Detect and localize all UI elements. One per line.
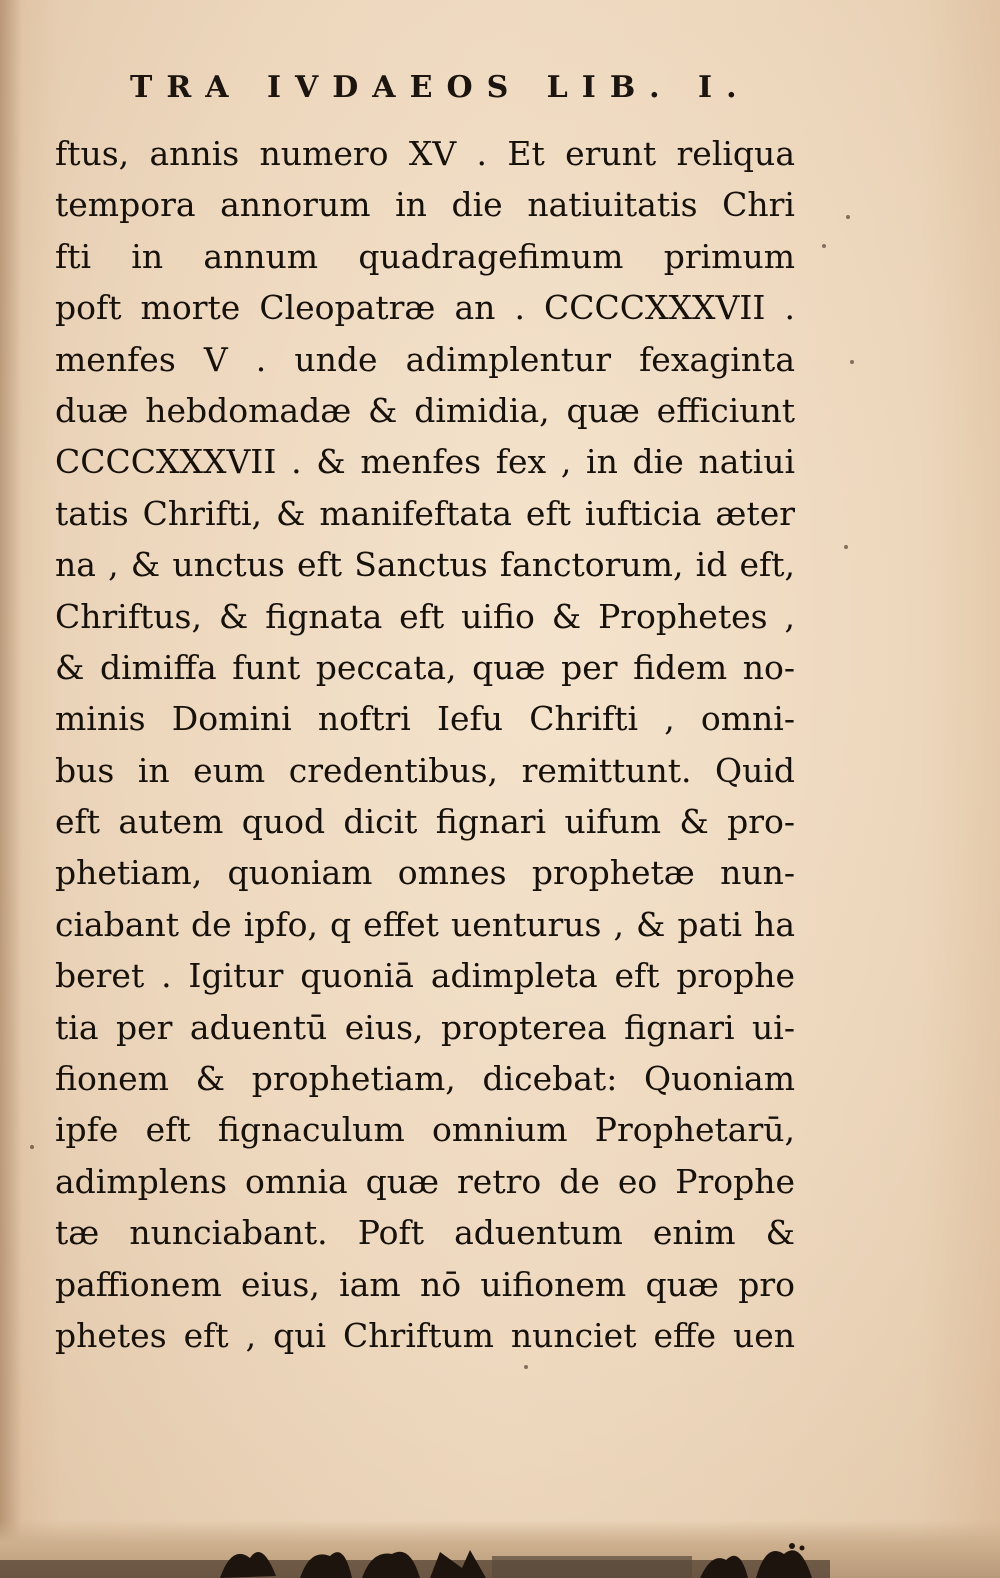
text-line: ftus, annis numero XV . Et erunt reliqua [55, 134, 795, 173]
text-line: phetiam, quoniam omnes prophetæ nun- [55, 853, 795, 893]
paper-speck [822, 244, 826, 248]
text-line: & dimiffa funt peccata, quæ per fidem no- [55, 647, 795, 687]
text-line: adimplens omnia quæ retro de eo Prophe [55, 1161, 795, 1201]
text-line: fionem & prophetiam, dicebat: Quoniam [55, 1059, 795, 1099]
text-line: tia per aduentū eius, propterea fignari ui- [55, 1007, 795, 1047]
text-line: beret . Igitur quoniā adimpleta eft prophe [55, 956, 795, 996]
text-line: minis Domini noftri Iefu Chrifti , omni- [55, 699, 795, 739]
paper-speck [846, 215, 850, 219]
text-line: menfes V . unde adimplentur fexaginta [55, 339, 795, 379]
running-head: TRA IVDAEOS LIB. I. [130, 70, 751, 105]
gutter-shadow [0, 0, 22, 1578]
text-line: tæ nunciabant. Poft aduentum enim & [55, 1213, 795, 1253]
paper-speck [30, 1145, 34, 1149]
text-line: paffionem eius, iam nō uifionem quæ pro [55, 1264, 795, 1304]
fleuron-ornament-icon [0, 1538, 830, 1578]
text-line: na , & unctus eft Sanctus fanctorum, id eft, [55, 545, 795, 585]
paper-speck [844, 545, 848, 549]
text-line: poft morte Cleopatræ an . CCCCXXXVII . [55, 288, 795, 328]
text-line: ipfe eft fignaculum omnium Prophetarū, [55, 1110, 795, 1150]
text-line: bus in eum credentibus, remittunt. Quid [55, 750, 795, 790]
body-text [55, 128, 795, 1361]
text-line: tatis Chrifti, & manifeftata eft iufticia æter [55, 493, 795, 533]
text-line: eft autem quod dicit fignari uifum & pro- [55, 802, 795, 842]
text-line: ciabant de ipfo, q effet uenturus , & pati ha [55, 904, 795, 944]
paper-speck [524, 1365, 528, 1369]
text-line: CCCCXXXVII . & menfes fex , in die natiui [55, 442, 795, 482]
text-line: Chriftus, & fignata eft uifio & Prophetes , [55, 596, 795, 636]
text-line: phetes eft , qui Chriftum nunciet effe uen [55, 1315, 795, 1355]
paper-speck [850, 360, 854, 364]
text-line: tempora annorum in die natiuitatis Chri [55, 185, 795, 225]
text-line: fti in annum quadragefimum primum [55, 236, 795, 276]
fleuron-border-ornament [0, 1538, 830, 1578]
text-line: duæ hebdomadæ & dimidia, quæ efficiunt [55, 390, 795, 430]
